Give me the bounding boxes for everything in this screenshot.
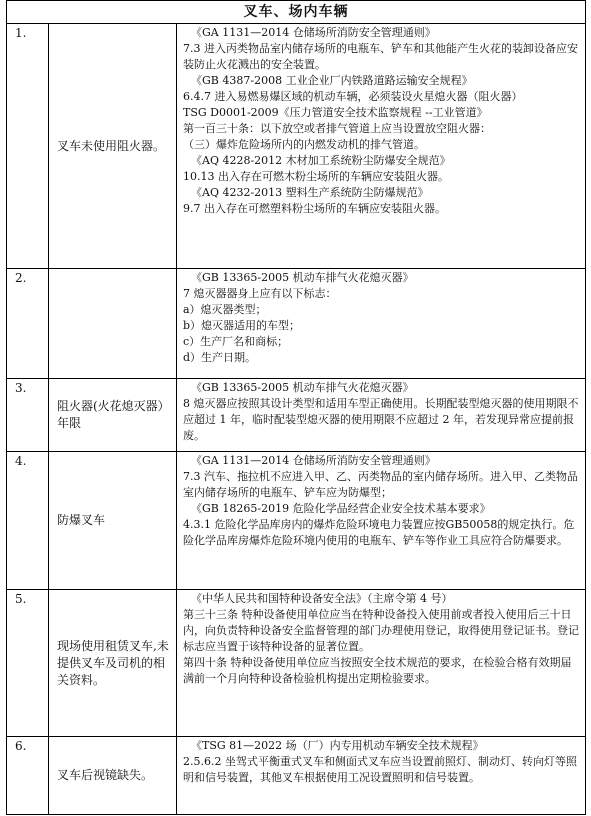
row-number: 5. — [7, 590, 49, 737]
row-number: 6. — [7, 737, 49, 815]
regulation-table — [6, 23, 586, 815]
regulation-basis — [177, 24, 586, 269]
sheet-title: 叉车、场内车辆 — [6, 0, 586, 23]
clause-text: 10.13 出入存在可燃木粉尘场所的车辆应安装阻火器。 — [183, 170, 449, 183]
regulation-basis — [177, 737, 586, 815]
row-number: 1. — [7, 24, 49, 269]
issue-description: 叉车后视镜缺失。 — [49, 737, 177, 815]
clause-text: 第一百三十条：以下放空或者排气管道上应当设置放空阻火器： — [183, 122, 491, 135]
clause-text: 8 熄灭器应按照其设计类型和适用车型正确使用。长期配装型熄灭器的使用期限不应超过 1 年，临时配装型熄灭器的使用期限不应超过 2 年，若发现异常应提前报废。 — [183, 397, 579, 442]
table-row — [7, 452, 586, 590]
standard-citation: 《GB 13365-2005 机动车排气火花熄灭器》 — [191, 381, 414, 394]
clause-text: TSG D0001-2009《压力管道安全技术监察规程 --工业管道》 — [183, 106, 488, 119]
table-row — [7, 269, 586, 379]
standard-citation: 《TSG 81—2022 场（厂）内专用机动车辆安全技术规程》 — [191, 739, 484, 752]
row-number: 3. — [7, 379, 49, 452]
standard-citation: 《中华人民共和国特种设备安全法》（主席令第 4 号） — [191, 592, 453, 605]
standard-citation: 《AQ 4228-2012 木材加工系统粉尘防爆安全规范》 — [191, 154, 451, 167]
regulation-basis — [177, 590, 586, 737]
issue-description: 防爆叉车 — [49, 452, 177, 590]
issue-description: 现场使用租赁叉车,未提供叉车及司机的相关资料。 — [49, 590, 177, 737]
standard-citation: 《GB 13365-2005 机动车排气火花熄灭器》 — [191, 271, 414, 284]
issue-description: 阻火器(火花熄灭器）年限 — [49, 379, 177, 452]
table-row — [7, 24, 586, 269]
clause-text: 2.5.6.2 坐驾式平衡重式叉车和侧面式叉车应当设置前照灯、制动灯、转向灯等照明和信号装置，其他叉车根据使用工况设置照明和信号装置。 — [183, 755, 577, 784]
table-row — [7, 379, 586, 452]
issue-description — [49, 269, 177, 379]
clause-text: 7.3 进入丙类物品室内储存场所的电瓶车、铲车和其他能产生火花的装卸设备应安装防止火花溅出的安全装置。 — [183, 42, 578, 71]
regulation-sheet — [6, 0, 586, 815]
standard-citation: 《GB 18265-2019 危险化学品经营企业安全技术基本要求》 — [191, 502, 491, 515]
table-row — [7, 590, 586, 737]
row-number: 4. — [7, 452, 49, 590]
regulation-basis — [177, 269, 586, 379]
table-row — [7, 737, 586, 815]
standard-citation: 《AQ 4232-2013 塑料生产系统防尘防爆规范》 — [191, 186, 429, 199]
clause-text: b）熄灭器适用的车型； — [183, 319, 301, 332]
regulation-basis — [177, 452, 586, 590]
clause-text: 6.4.7 进入易燃易爆区域的机动车辆，必须装设火星熄火器（阻火器） — [183, 90, 523, 103]
clause-text: 7.3 汽车、拖拉机不应进入甲、乙、丙类物品的室内储存场所。进入甲、乙类物品室内储存场所的电瓶车、铲车应为防爆型； — [183, 470, 578, 499]
clause-text: （三）爆炸危险场所内的内燃发动机的排气管道。 — [183, 138, 425, 151]
regulation-basis — [177, 379, 586, 452]
clause-text: 4.3.1 危险化学品库房内的爆炸危险环境电力装置应按GB50058的规定执行。危险化学品库房爆炸危险环境内使用的电瓶车、铲车等作业工具应符合防爆要求。 — [183, 518, 575, 547]
standard-citation: 《GA 1131—2014 仓储场所消防安全管理通则》 — [191, 26, 436, 39]
clause-text: 9.7 出入存在可燃塑料粉尘场所的车辆应安装阻火器。 — [183, 202, 446, 215]
issue-description: 叉车未使用阻火器。 — [49, 24, 177, 269]
clause-text: 第三十三条 特种设备使用单位应当在特种设备投入使用前或者投入使用后三十日内，向负责特种设备安全监督管理的部门办理使用登记，取得使用登记证书。登记标志应当置于该特种设备的显著位置。 — [183, 608, 579, 653]
clause-text: d）生产日期。 — [183, 351, 257, 364]
standard-citation: 《GA 1131—2014 仓储场所消防安全管理通则》 — [191, 454, 436, 467]
clause-text: c）生产厂名和商标； — [183, 335, 289, 348]
standard-citation: 《GB 4387-2008 工业企业厂内铁路道路运输安全规程》 — [191, 74, 473, 87]
clause-text: 第四十条 特种设备使用单位应当按照安全技术规范的要求，在检验合格有效期届满前一个月向特种设备检验机构提出定期检验要求。 — [183, 656, 572, 685]
row-number: 2. — [7, 269, 49, 379]
clause-text: a）熄灭器类型； — [183, 303, 267, 316]
clause-text: 7 熄灭器器身上应有以下标志： — [183, 287, 337, 300]
